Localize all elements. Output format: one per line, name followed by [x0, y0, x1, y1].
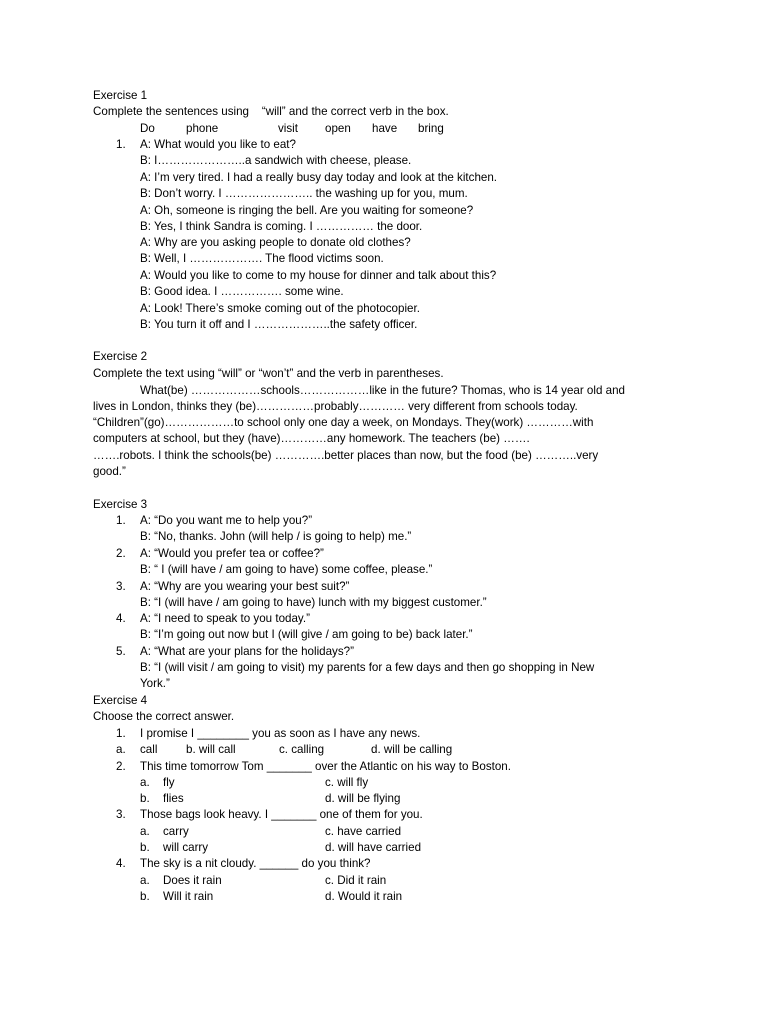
option-label: a. [116, 743, 126, 756]
dialogue-line: B: “I (will have / am going to have) lunch with my biggest customer.” [140, 596, 487, 609]
question-number: 4. [116, 857, 126, 870]
option: carry [163, 825, 189, 838]
paragraph-line: “Children”(go)………………to school only one day a week, on Mondays. They(work) …………with [93, 416, 594, 429]
paragraph-line: computers at school, but they (have)…………any homework. The teachers (be) ……. [93, 432, 530, 445]
option: c. will fly [325, 776, 369, 789]
dialogue-line: A: Why are you asking people to donate old clothes? [140, 236, 411, 249]
word-box [140, 122, 460, 136]
dialogue-line: B: Yes, I think Sandra is coming. I …………… the door. [140, 220, 423, 233]
dialogue-line: A: “Why are you wearing your best suit?” [140, 580, 350, 593]
dialogue-line: A: Would you like to come to my house for dinner and talk about this? [140, 269, 497, 282]
paragraph-line: …….robots. I think the schools(be) ………….better places than now, but the food (be) ………..very [93, 449, 599, 462]
dialogue-line: B: You turn it off and I ………………..the safety officer. [140, 318, 418, 331]
dialogue-line: B: Well, I ………………. The flood victims soon. [140, 252, 384, 265]
question-text: Those bags look heavy. I _______ one of them for you. [140, 808, 423, 821]
question-number: 2. [116, 760, 126, 773]
option-label: a. [140, 874, 150, 887]
question-text: The sky is a nit cloudy. ______ do you think? [140, 857, 371, 870]
question-text: This time tomorrow Tom _______ over the Atlantic on his way to Boston. [140, 760, 511, 773]
item-number: 1. [116, 138, 126, 151]
word-box-item: phone [186, 122, 219, 135]
word-box-item: visit [278, 122, 298, 135]
dialogue-line: A: Oh, someone is ringing the bell. Are you waiting for someone? [140, 204, 474, 217]
dialogue-line: A: “What are your plans for the holidays?” [140, 645, 354, 658]
dialogue-line: B: “I’m going out now but I (will give / am going to be) back later.” [140, 628, 473, 641]
dialogue-line: York.” [140, 677, 170, 690]
paragraph-line: What(be) ………………schools………………like in the future? Thomas, who is 14 year old and [140, 384, 625, 397]
option: Does it rain [163, 874, 222, 887]
question-number: 3. [116, 808, 126, 821]
option: will carry [163, 841, 209, 854]
option: call [140, 743, 158, 756]
item-number: 1. [116, 514, 126, 527]
option-label: b. [140, 890, 150, 903]
exercise-4-title: Exercise 4 [93, 694, 148, 707]
word-box-item: bring [418, 122, 444, 135]
word-box-item: have [372, 122, 398, 135]
exercise-4-instruction: Choose the correct answer. [93, 710, 235, 723]
exercise-2-title: Exercise 2 [93, 350, 148, 363]
option: c. Did it rain [325, 874, 387, 887]
dialogue-line: B: “ I (will have / am going to have) some coffee, please.” [140, 563, 433, 576]
dialogue-line: B: “No, thanks. John (will help / is going to help) me.” [140, 530, 412, 543]
option-label: a. [140, 776, 150, 789]
option-label: b. [140, 841, 150, 854]
option: Will it rain [163, 890, 214, 903]
question-number: 1. [116, 727, 126, 740]
dialogue-line: B: “I (will visit / am going to visit) my parents for a few days and then go shopping in New [140, 661, 595, 674]
word-box-item: Do [140, 122, 155, 135]
option: fly [163, 776, 175, 789]
dialogue-line: B: Good idea. I ……………. some wine. [140, 285, 344, 298]
item-number: 3. [116, 580, 126, 593]
dialogue-line: B: I…………………..a sandwich with cheese, please. [140, 154, 412, 167]
exercise-2-instruction: Complete the text using “will” or “won’t” and the verb in parentheses. [93, 367, 444, 380]
exercise-3-title: Exercise 3 [93, 498, 148, 511]
dialogue-line: B: Don’t worry. I ………………….. the washing up for you, mum. [140, 187, 468, 200]
question-text: I promise I ________ you as soon as I have any news. [140, 727, 421, 740]
option: d. will be calling [371, 743, 453, 756]
option: d. Would it rain [325, 890, 403, 903]
option-label: a. [140, 825, 150, 838]
item-number: 5. [116, 645, 126, 658]
dialogue-line: A: “I need to speak to you today.” [140, 612, 310, 625]
dialogue-line: A: I’m very tired. I had a really busy day today and look at the kitchen. [140, 171, 498, 184]
dialogue-line: A: What would you like to eat? [140, 138, 296, 151]
item-number: 4. [116, 612, 126, 625]
option: d. will have carried [325, 841, 422, 854]
paragraph-line: lives in London, thinks they (be)……………probably………… very different from schools today. [93, 400, 578, 413]
option: c. calling [279, 743, 325, 756]
option: b. will call [186, 743, 236, 756]
dialogue-line: A: “Would you prefer tea or coffee?” [140, 547, 324, 560]
option: d. will be flying [325, 792, 401, 805]
option: flies [163, 792, 184, 805]
dialogue-line: A: “Do you want me to help you?” [140, 514, 313, 527]
exercise-1-title: Exercise 1 [93, 89, 148, 102]
word-box-item: open [325, 122, 351, 135]
item-number: 2. [116, 547, 126, 560]
option-label: b. [140, 792, 150, 805]
paragraph-line: good.” [93, 465, 126, 478]
exercise-1-instruction: Complete the sentences using “will” and the correct verb in the box. [93, 105, 449, 118]
dialogue-line: A: Look! There’s smoke coming out of the photocopier. [140, 302, 420, 315]
option: c. have carried [325, 825, 402, 838]
